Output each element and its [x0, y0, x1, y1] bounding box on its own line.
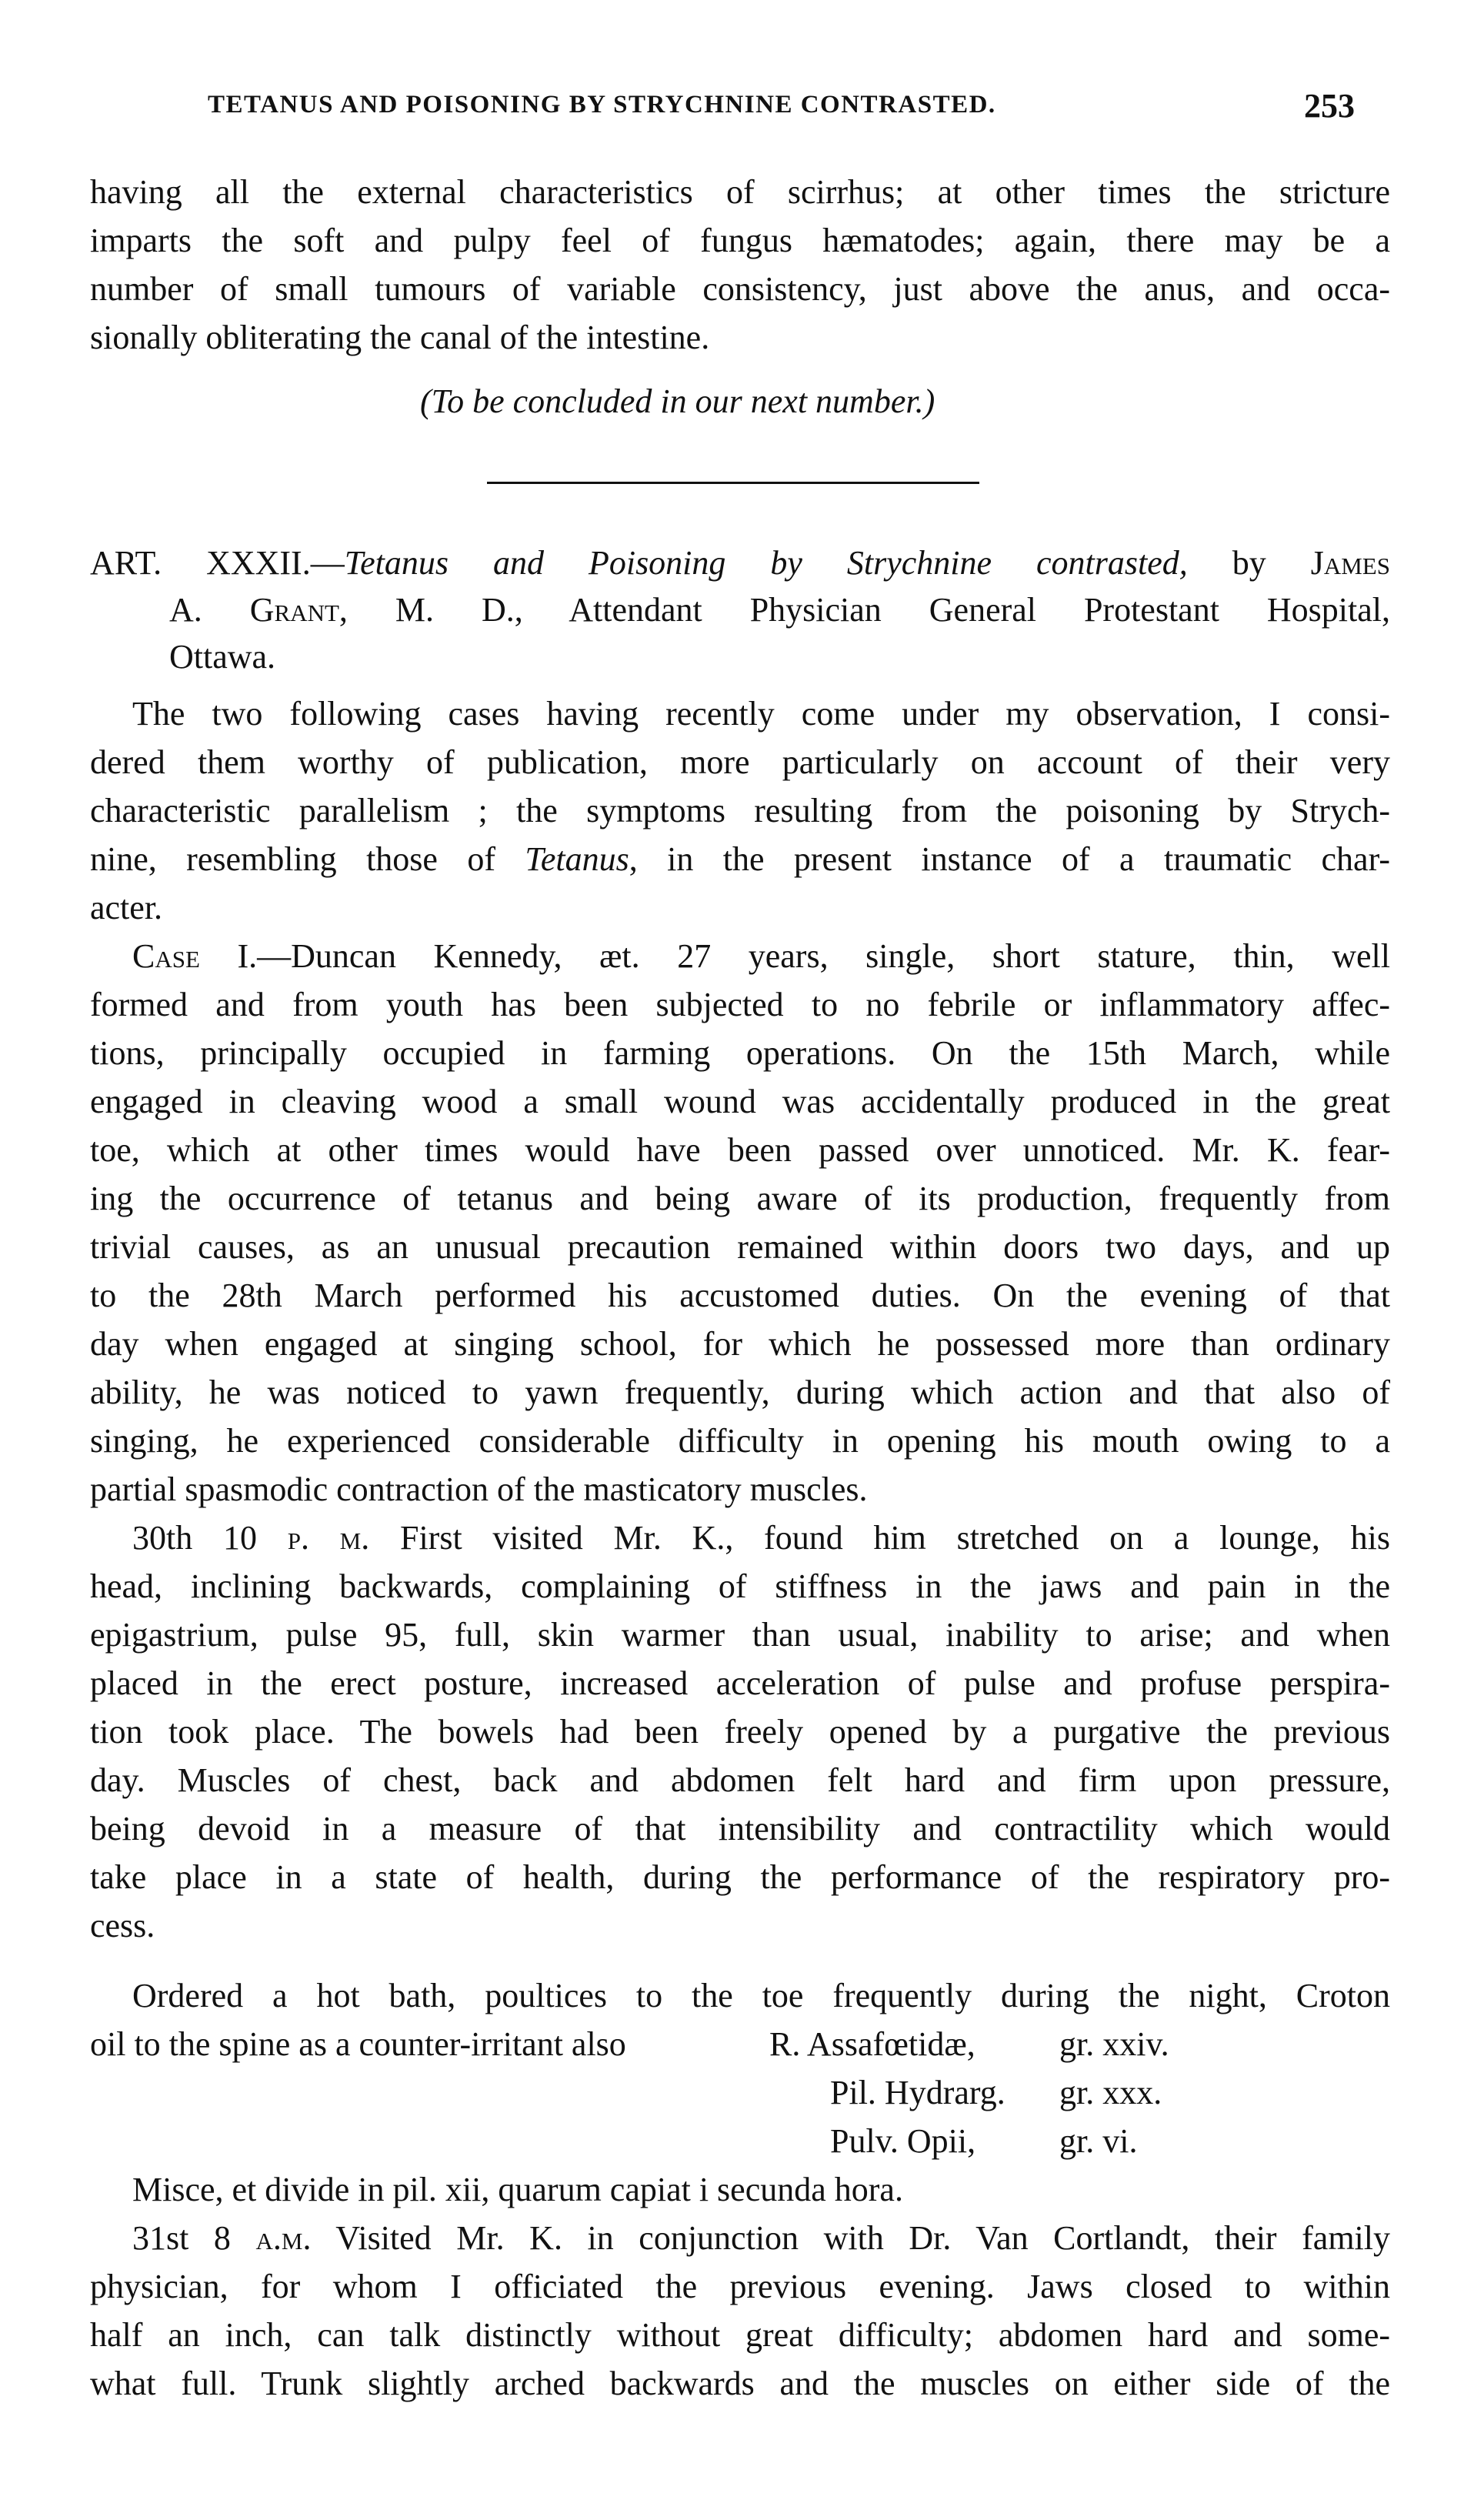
text-line: placed in the erect posture, increased acceleration of pulse and profuse perspira-	[90, 1664, 1390, 1702]
text-span: nine, resembling those of	[90, 840, 525, 878]
text-line: Ordered a hot bath, poultices to the toe frequently during the night, Croton	[132, 1977, 1390, 2014]
text-line: imparts the soft and pulpy feel of fungus hæmatodes; again, there may be a	[90, 222, 1390, 259]
text-line: physician, for whom I officiated the previous evening. Jaws closed to within	[90, 2268, 1390, 2305]
visit-heading-line	[132, 2214, 1390, 2262]
text-line: epigastrium, pulse 95, full, skin warmer than usual, inability to arise; and when	[90, 1616, 1390, 1654]
text-line: tions, principally occupied in farming operations. On the 15th March, while	[90, 1034, 1390, 1072]
text-line: day when engaged at singing school, for which he possessed more than ordinary	[90, 1325, 1390, 1363]
text-line: dered them worthy of publication, more particularly on account of their very	[90, 743, 1390, 781]
text-line: ing the occurrence of tetanus and being aware of its production, frequently from	[90, 1180, 1390, 1217]
text-line: half an inch, can talk distinctly without great difficulty; abdomen hard and some-	[90, 2316, 1390, 2354]
text-line: head, inclining backwards, complaining of stiffness in the jaws and pain in the	[90, 1567, 1390, 1605]
text-line: characteristic parallelism ; the symptoms resulting from the poisoning by Strych-	[90, 792, 1390, 829]
text-line: number of small tumours of variable consistency, just above the anus, and occa-	[90, 270, 1390, 308]
visit-date: 31st 8	[132, 2219, 256, 2257]
text-line: tion took place. The bowels had been freely opened by a purgative the previous	[90, 1713, 1390, 1751]
rx-drug: Pil. Hydrarg.	[830, 2074, 1005, 2111]
visit-time: a.m.	[255, 2219, 312, 2257]
visit-heading-line	[132, 1514, 1390, 1562]
running-head-title: TETANUS AND POISONING BY STRYCHNINE CONTRASTED.	[208, 91, 996, 118]
text-line: engaged in cleaving wood a small wound was accidentally produced in the great	[90, 1083, 1390, 1120]
to-be-concluded-note: (To be concluded in our next number.)	[420, 382, 935, 420]
tetanus-italic: Tetanus	[525, 840, 629, 878]
text-span: —Duncan Kennedy, æt. 27 years, single, short stature, thin, well	[257, 937, 1390, 975]
article-author-line	[169, 586, 1390, 634]
text-line	[90, 835, 1390, 883]
running-head	[208, 87, 1362, 129]
text-span: , in the present instance of a traumatic char-	[629, 840, 1390, 878]
visit-time: p. m.	[287, 1519, 370, 1557]
author-first-name: James	[1310, 544, 1390, 582]
text-line: partial spasmodic contraction of the masticatory muscles.	[90, 1470, 868, 1508]
text-line: having all the external characteristics of scirrhus; at other times the stricture	[90, 173, 1390, 211]
visit-date: 30th 10	[132, 1519, 288, 1557]
rx-dose: gr. xxx.	[1059, 2074, 1162, 2111]
rx-dose: gr. vi.	[1059, 2122, 1138, 2160]
rx-drug: Pulv. Opii,	[830, 2122, 976, 2160]
text-line: sionally obliterating the canal of the intestine.	[90, 319, 710, 356]
rx-drug: R. Assafœtidæ,	[769, 2025, 975, 2063]
article-title: Tetanus and Poisoning by Strychnine contrasted,	[344, 544, 1188, 582]
text-line: cess.	[90, 1907, 155, 1944]
text-line: being devoid in a measure of that intensibility and contractility which would	[90, 1810, 1390, 1847]
text-line: Misce, et divide in pil. xii, quarum capiat i secunda hora.	[132, 2171, 903, 2208]
text-line: take place in a state of health, during the performance of the respiratory pro-	[90, 1858, 1390, 1896]
article-by: by	[1187, 544, 1311, 582]
text-line: The two following cases having recently come under my observation, I consi-	[132, 695, 1390, 733]
article-location-line: Ottawa.	[169, 638, 276, 676]
text-line: acter.	[90, 889, 163, 926]
text-line: formed and from youth has been subjected to no febrile or inflammatory affec-	[90, 986, 1390, 1023]
article-title-line	[90, 539, 1390, 587]
text-line: ability, he was noticed to yawn frequently, during which action and that also of	[90, 1373, 1390, 1411]
case-label: Case I.	[132, 937, 258, 975]
text-span: First visited Mr. K., found him stretched on a lounge, his	[369, 1519, 1390, 1557]
text-line: day. Muscles of chest, back and abdomen felt hard and firm upon pressure,	[90, 1761, 1390, 1799]
text-line: to the 28th March performed his accustomed duties. On the evening of that	[90, 1277, 1390, 1314]
text-line: singing, he experienced considerable difficulty in opening his mouth owing to a	[90, 1422, 1390, 1460]
section-divider	[487, 482, 979, 484]
text-line: what full. Trunk slightly arched backwards and the muscles on either side of the	[90, 2365, 1390, 2402]
text-line: toe, which at other times would have been passed over unnoticed. Mr. K. fear-	[90, 1131, 1390, 1169]
author-affiliation: , M. D., Attendant Physician General Protestant Hospital,	[338, 591, 1390, 629]
page-number: 253	[1304, 87, 1355, 125]
text-line: oil to the spine as a counter-irritant also	[90, 2025, 626, 2063]
rx-dose: gr. xxiv.	[1059, 2025, 1169, 2063]
author-name: A. Grant	[169, 591, 339, 629]
case-heading-line	[132, 932, 1390, 980]
text-line: trivial causes, as an unusual precaution remained within doors two days, and up	[90, 1228, 1390, 1266]
text-span: Visited Mr. K. in conjunction with Dr. Van Cortlandt, their family	[311, 2219, 1390, 2257]
article-number: ART. XXXII.—	[90, 544, 345, 582]
